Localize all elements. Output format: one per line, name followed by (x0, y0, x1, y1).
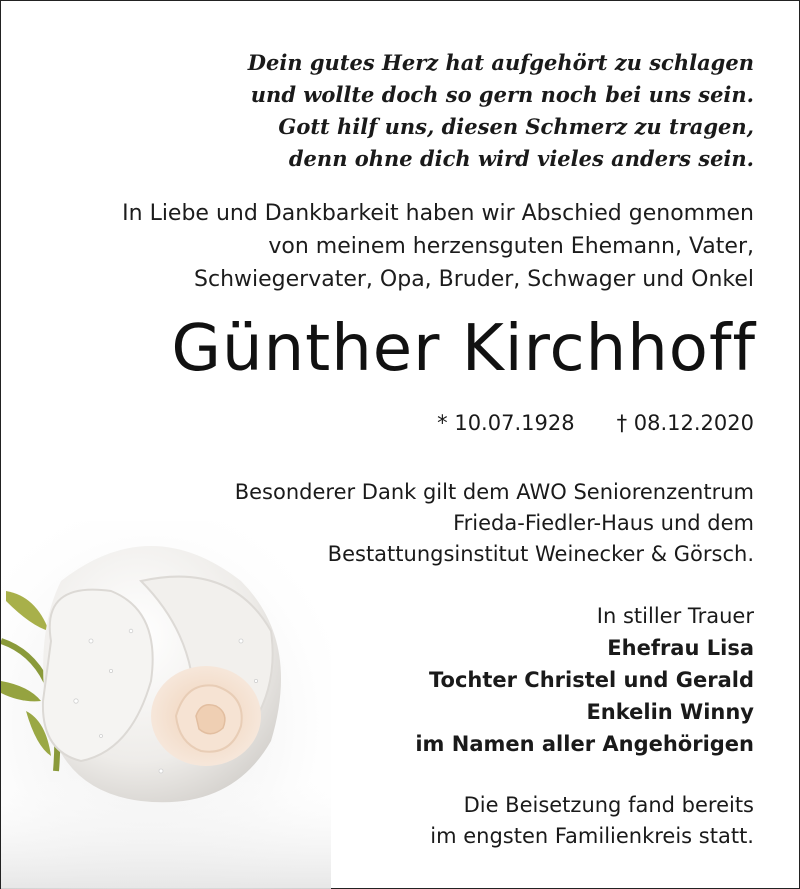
deceased-name: Günther Kirchhoff (171, 312, 756, 386)
life-dates (437, 408, 754, 438)
intro-line: In Liebe und Dankbarkeit haben wir Abschied genommen (122, 201, 754, 226)
intro-line: von meinem herzensguten Ehemann, Vater, (268, 234, 754, 259)
farewell-intro (122, 197, 754, 296)
death-date: † 08.12.2020 (616, 411, 754, 435)
mourners-block (415, 600, 754, 760)
burial-note (430, 790, 754, 852)
thanks-line: Frieda-Fiedler-Haus und dem (453, 511, 754, 535)
thanks-line: Besonderer Dank gilt dem AWO Seniorenzentrum (234, 480, 754, 504)
thanks-note (235, 477, 754, 570)
poem-line: Dein gutes Herz hat aufgehört zu schlagen (247, 50, 754, 75)
poem-line: denn ohne dich wird vieles anders sein. (288, 146, 754, 171)
burial-line: Die Beisetzung fand bereits (463, 793, 754, 817)
burial-line: im engsten Familienkreis statt. (430, 824, 754, 848)
poem-line: und wollte doch so gern noch bei uns sein. (250, 82, 754, 107)
birth-date: * 10.07.1928 (437, 411, 575, 435)
memorial-poem (248, 47, 754, 175)
mourner-name: Enkelin Winny (586, 700, 754, 724)
mourner-name: Ehefrau Lisa (607, 636, 754, 660)
mourner-name: Tochter Christel und Gerald (429, 668, 754, 692)
white-rose-icon (1, 521, 331, 889)
mourning-lead: In stiller Trauer (596, 604, 754, 628)
intro-line: Schwiegervater, Opa, Bruder, Schwager und Onkel (194, 267, 754, 292)
poem-line: Gott hilf uns, diesen Schmerz zu tragen, (278, 114, 754, 139)
mourner-name: im Namen aller Angehörigen (415, 732, 754, 756)
thanks-line: Bestattungsinstitut Weinecker & Görsch. (327, 542, 754, 566)
